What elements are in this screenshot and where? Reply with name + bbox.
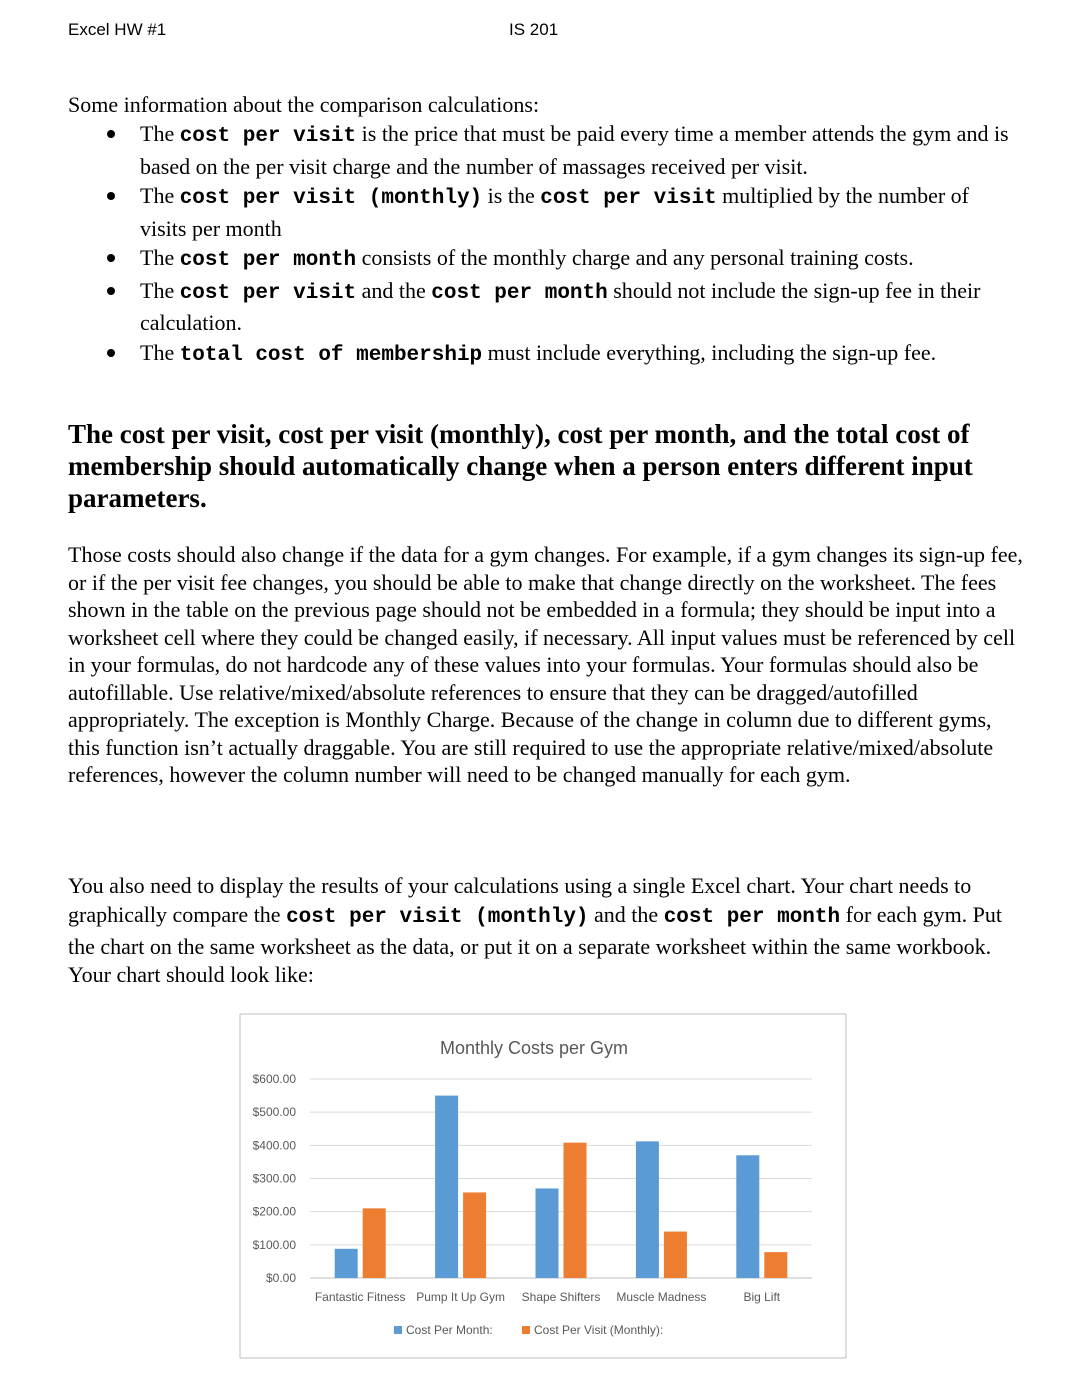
- bar-cost-per-visit-monthly: [764, 1252, 787, 1278]
- bar-cost-per-visit-monthly: [363, 1208, 386, 1278]
- bar-cost-per-month: [736, 1155, 759, 1278]
- bar-cost-per-month: [636, 1141, 659, 1278]
- bullet-item: [140, 119, 1020, 181]
- paragraph-chart-instructions: [68, 872, 1028, 990]
- code-term: cost per visit: [179, 281, 357, 305]
- text-segment: The: [140, 277, 180, 303]
- chart-x-ticks: [315, 1290, 781, 1304]
- code-term: cost per month: [663, 905, 841, 929]
- text-segment: consists of the monthly charge and any personal training costs.: [356, 245, 914, 270]
- text-segment: and the: [356, 277, 432, 303]
- legend-label: Cost Per Visit (Monthly):: [534, 1323, 664, 1337]
- text-segment: is the price that must be paid every time a member attends the gym and is based on the per visit charge and the number of massages received per visit.: [140, 121, 1009, 179]
- text-segment: The: [140, 245, 180, 270]
- code-term: cost per month: [431, 281, 608, 305]
- legend-swatch: [394, 1326, 402, 1334]
- chart-bars: [335, 1096, 788, 1278]
- bar-cost-per-month: [435, 1096, 458, 1278]
- text-segment: should not include the sign-up fee in their calculation.: [140, 277, 981, 335]
- x-tick-label: Muscle Madness: [616, 1290, 707, 1304]
- bullet-item: [140, 338, 1020, 371]
- code-term: cost per visit (monthly): [179, 187, 483, 210]
- paragraph-input-parameters: Those costs should also change if the data for a gym changes. For example, if a gym changes its sign-up fee, or if the per visit fee changes, you should be able to make that change directly on the worksheet. The fees shown in the table on the previous page should not be embedded in a formula; they should be input into a worksheet cell where they could be changed easily, if necessary. All input values must be referenced by cell in your formulas, do not hardcode any of these values into your formulas. Your formulas should also be autofillable. Use relative/mixed/absolute references to ensure that they can be dragged/autofilled appropriately. The exception is Monthly Charge. Because of the change in column due to different gyms, this function isn’t actually draggable. You are still required to use the appropriate relative/mixed/absolute references, however the column number will need to be changed manually for each gym.: [68, 542, 1023, 787]
- text-segment: The: [140, 339, 180, 365]
- y-tick-label: $200.00: [252, 1204, 296, 1219]
- x-tick-label: Big Lift: [743, 1290, 781, 1304]
- bullet-item: [140, 243, 1020, 276]
- calculation-notes-list: [140, 119, 1020, 370]
- text-segment: The: [140, 121, 180, 146]
- text-segment: multiplied by the number of visits per month: [140, 183, 970, 241]
- intro-text: Some information about the comparison calculations:: [68, 92, 540, 117]
- chart-legend: [394, 1323, 663, 1337]
- bar-cost-per-visit-monthly: [664, 1232, 687, 1278]
- bar-cost-per-visit-monthly: [463, 1192, 486, 1278]
- text-segment: must include everything, including the sign-up fee.: [482, 339, 937, 365]
- header-center: IS 201: [509, 20, 559, 39]
- y-tick-label: $100.00: [252, 1237, 296, 1252]
- chart-y-ticks: [253, 1072, 297, 1285]
- code-term: total cost of membership: [179, 343, 483, 367]
- bar-cost-per-month: [335, 1249, 358, 1278]
- chart-title: Monthly Costs per Gym: [439, 1038, 629, 1058]
- bullet-item: [140, 181, 1020, 243]
- code-term: cost per visit: [540, 187, 717, 210]
- x-tick-label: Shape Shifters: [521, 1290, 601, 1304]
- text-segment: and the: [588, 901, 664, 927]
- bar-cost-per-month: [536, 1188, 559, 1278]
- legend-swatch: [522, 1326, 530, 1334]
- y-tick-label: $400.00: [252, 1138, 296, 1153]
- chart-image: [226, 1010, 850, 1362]
- text-segment: for each gym. Put the chart on the same worksheet as the data, or put it on a separate worksheet within the same workbook. Your chart should look like:: [68, 901, 1003, 988]
- headline: The cost per visit, cost per visit (monthly), cost per month, and the total cost of membership should automatically change when a person enters different input parameters.: [68, 419, 973, 513]
- code-term: cost per visit: [179, 125, 357, 148]
- bullet-item: [140, 276, 1020, 338]
- header-left: Excel HW #1: [68, 20, 167, 39]
- y-tick-label: $500.00: [252, 1105, 296, 1120]
- monthly-costs-chart: [226, 1010, 850, 1362]
- y-tick-label: $600.00: [252, 1072, 296, 1086]
- code-term: cost per visit (monthly): [286, 905, 589, 929]
- legend-label: Cost Per Month:: [406, 1323, 493, 1337]
- y-tick-label: $300.00: [252, 1171, 296, 1186]
- y-tick-label: $0.00: [265, 1271, 296, 1285]
- x-tick-label: Pump It Up Gym: [416, 1290, 505, 1304]
- text-segment: is the: [482, 183, 541, 208]
- code-term: cost per month: [179, 249, 357, 272]
- text-segment: The: [140, 183, 180, 208]
- x-tick-label: Fantastic Fitness: [314, 1290, 406, 1304]
- text-segment: You also need to display the results of your calculations using a single Excel chart. Your chart needs to graphically compare the: [68, 873, 972, 927]
- bar-cost-per-visit-monthly: [564, 1143, 587, 1278]
